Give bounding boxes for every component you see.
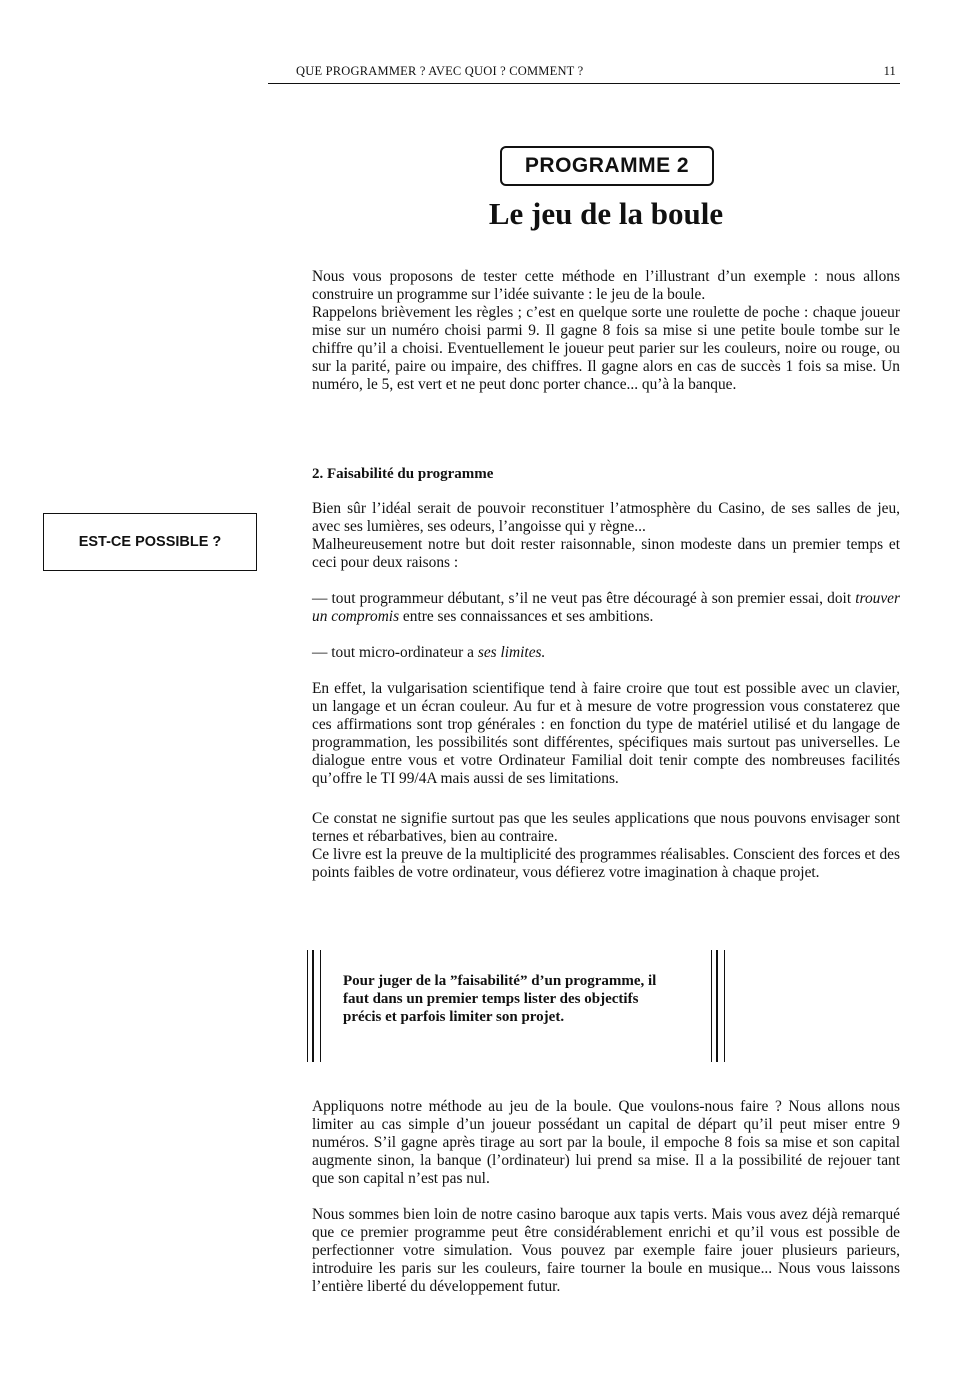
- program-label-box: [500, 146, 714, 186]
- list-item-limits: [312, 644, 900, 662]
- page-header: [268, 64, 900, 84]
- margin-note-label: EST-CE POSSIBLE ?: [78, 534, 222, 550]
- paragraph: Nous sommes bien loin de notre casino baroque aux tapis verts. Mais vous avez déjà remarqué que ce premier programme peut être considérablement enrichi et qu’il vous est possible de perfectionner votre simulation. Vous pouvez par exemple faire jouer plusieurs parieurs, introduire les paris sur les couleurs, faire tourner la boule en musique... Nous vous laissons l’entière liberté du développement futur.: [312, 1206, 900, 1295]
- page-number: 11: [883, 64, 896, 78]
- paragraph: Ce livre est la preuve de la multiplicité des programmes réalisables. Conscient des forces et des points faibles de votre ordinateur, vous défierez votre imagination à chaque projet.: [312, 846, 900, 881]
- paragraph: En effet, la vulgarisation scientifique tend à faire croire que tout est possible avec un clavier, un langage et un écran couleur. Au fur et à mesure de votre progression vous constaterez que ces affirmations sont trop générales : en fonction du type de matériel utilisé et du langage de programmation, les possibilités sont différentes, spécifiques mais surtout pas universelles. Le dialogue entre vous et votre Ordinateur Familial doit tenir compte des nombreuses facilités qu’offre le TI 99/4A mais aussi de ses limitations.: [312, 680, 900, 787]
- callout-left-rule: [307, 950, 321, 1062]
- paragraph: Malheureusement notre but doit rester raisonnable, sinon modeste dans un premier temps et ceci pour deux raisons :: [312, 536, 900, 571]
- list-item-text: — tout programmeur débutant, s’il ne veut pas être découragé à son premier essai, doit: [312, 590, 856, 607]
- intro-text: [312, 268, 900, 394]
- emphasis-text: ses limites.: [477, 644, 546, 661]
- intro-paragraph: Nous vous proposons de tester cette méthode en l’illustrant d’un exemple : nous allons construire un programme sur l’idée suivante : le jeu de la boule.: [312, 268, 900, 303]
- chapter-title: Le jeu de la boule: [488, 196, 724, 231]
- section-heading: 2. Faisabilité du programme: [312, 466, 494, 482]
- conclusion-text: [312, 1098, 900, 1296]
- callout-text: Pour juger de la ”faisabilité” d’un programme, il faut dans un premier temps lister des objectifs précis et parfois limiter son projet.: [343, 973, 657, 1025]
- intro-paragraph: Rappelons brièvement les règles ; c’est en quelque sorte une roulette de poche : chaque joueur mise sur un numéro choisi parmi 9. Il gagne 8 fois sa mise si une petite boule tombe sur le chiffre qu’il a choisi. Eventuellement le joueur peut parier sur les couleurs, noire ou rouge, ou sur la parité, paire ou impaire, des chiffres. Il gagne alors en cas de succès 1 fois sa mise. Un numéro, le 5, est vert et ne peut donc porter chance... qu’à la banque.: [312, 304, 900, 393]
- running-title: QUE PROGRAMMER ? AVEC QUOI ? COMMENT ?: [296, 64, 584, 78]
- callout-box: [307, 950, 725, 1062]
- emphasis-text: trouver un compromis: [312, 590, 900, 625]
- program-label: PROGRAMME 2: [524, 154, 690, 177]
- list-item-text: entre ses connaissances et ses ambitions.: [399, 608, 654, 625]
- paragraph: Bien sûr l’idéal serait de pouvoir reconstituer l’atmosphère du Casino, de ses salles de jeu, avec ses lumières, ses odeurs, l’angoisse qui y règne...: [312, 500, 900, 535]
- margin-note-box: [43, 513, 257, 571]
- list-item-compromise: [312, 590, 900, 626]
- paragraph: Appliquons notre méthode au jeu de la boule. Que voulons-nous faire ? Nous allons nous limiter au cas simple d’un joueur possédant un capital de départ qu’il peut miser entre 9 numéros. S’il gagne après tirage au sort par la boule, il empoche 8 fois sa mise et son capital augmente sinon, la banque (l’ordinateur) lui prend sa mise. Il a la possibilité de rejouer tant que son capital n’est pas nul.: [312, 1098, 900, 1187]
- section-body: [312, 500, 900, 882]
- paragraph: Ce constat ne signifie surtout pas que les seules applications que nous pouvons envisager sont ternes et rébarbatives, bien au contraire.: [312, 810, 900, 845]
- list-item-text: — tout micro-ordinateur a: [312, 644, 478, 661]
- callout-right-rule: [711, 950, 725, 1062]
